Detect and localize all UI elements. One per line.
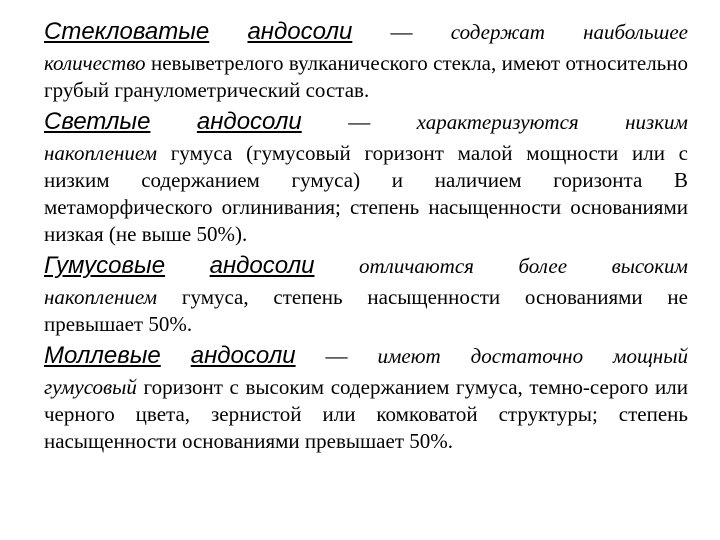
body-text: гумуса, степень насыщенности основаниями не превышает 50%.	[44, 285, 688, 336]
body-text: горизонт с высоким содержанием гумуса, темно-серого или черного цвета, зернистой или комковатой структуры; степень насыщенности основаниями превышает 50%.	[44, 375, 688, 453]
term-name: Гумусовые	[44, 252, 166, 279]
lead-word: высоким	[611, 254, 688, 278]
em-dash: —	[390, 19, 413, 44]
term-name: Стекловатые	[44, 18, 210, 45]
lead-word: наибольшее	[583, 20, 688, 44]
paragraph-glassy-andosols	[44, 14, 688, 104]
em-dash: —	[325, 343, 348, 368]
paragraph-light-andosols	[44, 104, 688, 248]
paragraph-lead-line	[44, 104, 688, 140]
paragraph-lead-line	[44, 338, 688, 374]
paragraph-body	[44, 284, 688, 338]
lead-word: достаточно	[470, 344, 584, 368]
lead-word: имеют	[377, 344, 441, 368]
lead-word: мощный	[613, 344, 688, 368]
body-text: гумуса (гумусовый горизонт малой мощности или с низким содержанием гумуса) и наличием горизонта В метаморфического оглинивания; степень насыщенности основаниями низкая (не выше 50%).	[44, 141, 688, 246]
term-name: Моллевые	[44, 342, 161, 369]
term-name: андосоли	[247, 18, 353, 45]
em-dash: —	[348, 109, 371, 134]
italic-word: накоплением	[44, 141, 158, 165]
term-name: андосоли	[209, 252, 315, 279]
body-text: невыветрелого вулканического стекла, имеют относительно грубый гранулометрический состав.	[44, 51, 688, 102]
lead-word: характеризуются	[416, 110, 579, 134]
italic-word: количество	[44, 51, 146, 75]
paragraph-lead-line	[44, 248, 688, 284]
paragraph-body	[44, 140, 688, 248]
lead-word: содержат	[450, 20, 545, 44]
lead-word: низким	[625, 110, 688, 134]
term-name: андосоли	[196, 108, 302, 135]
paragraph-body	[44, 50, 688, 104]
paragraph-humic-andosols	[44, 248, 688, 338]
term-name: андосоли	[190, 342, 296, 369]
italic-word: накоплением	[44, 285, 158, 309]
term-name: Светлые	[44, 108, 151, 135]
document-page	[44, 14, 688, 455]
italic-word: гумусовый	[44, 375, 137, 399]
paragraph-body	[44, 374, 688, 455]
paragraph-lead-line	[44, 14, 688, 50]
paragraph-mollic-andosols	[44, 338, 688, 455]
lead-word: более	[518, 254, 568, 278]
lead-word: отличаются	[359, 254, 474, 278]
